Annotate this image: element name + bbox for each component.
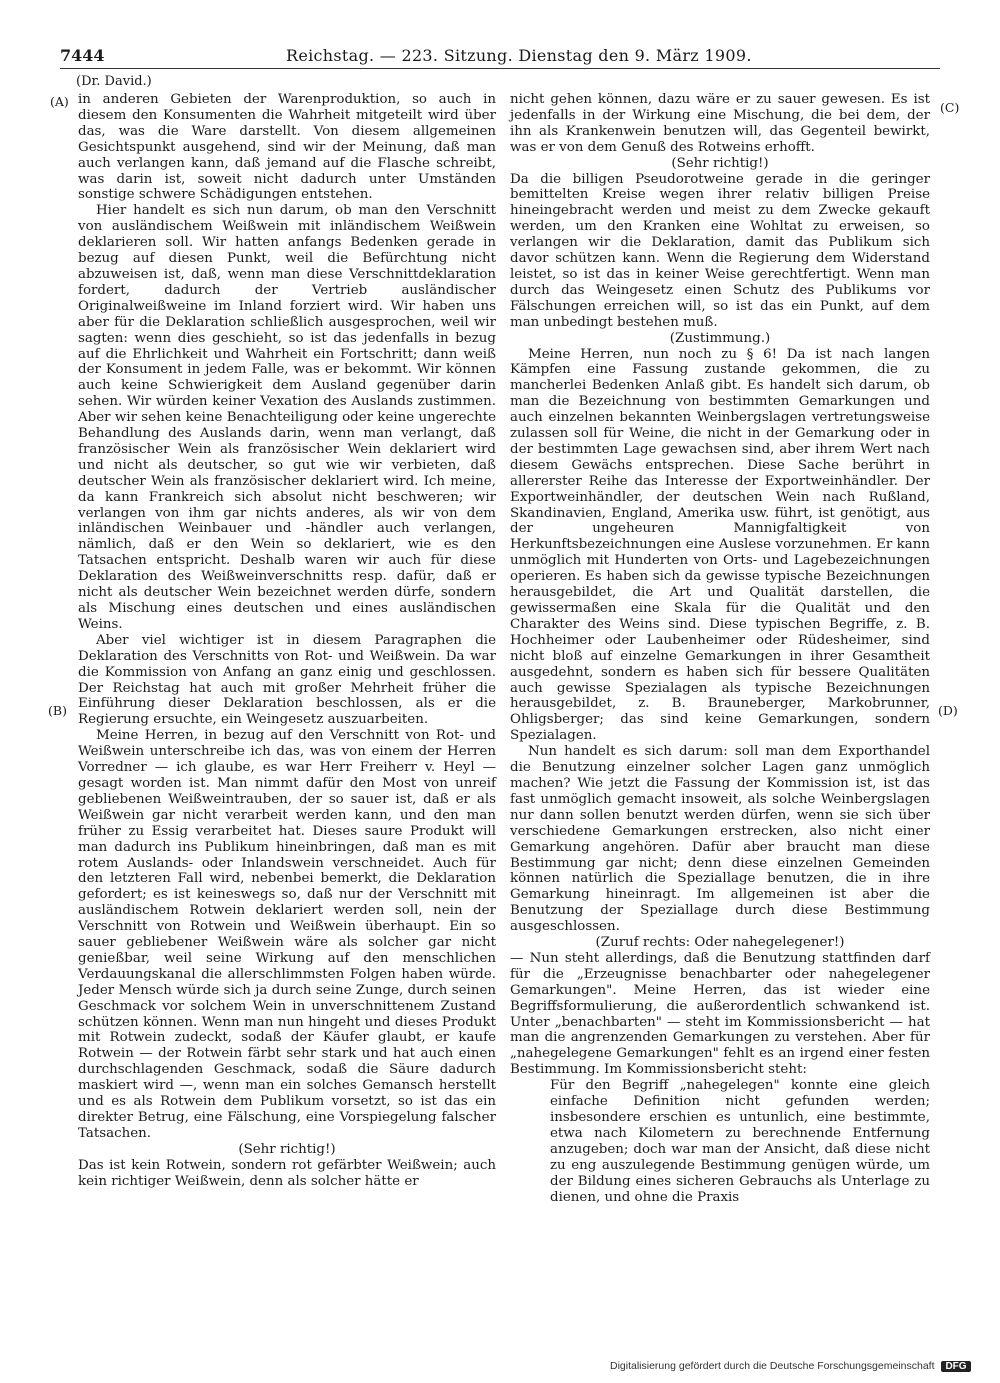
paragraph: Meine Herren, in bezug auf den Verschnitt von Rot- und Weißwein unterschreibe ich das, was von einem der Herren Vorredner — ich glaube, es war Herr Freiherr v. Heyl — gesagt worden ist. Man nimmt dafür den Most von unreif gebliebenen Weißweintrauben, der so sauer ist, daß er als Weißwein gar nicht verarbeit werden kann, und den man früher zu Essig verarbeitet hat. Dieses saure Produkt will man dadurch ins Publikum hineinbringen, daß man es mit rotem Auslands- oder Inlandswein verschneidet. Auch für den letzteren Fall wird, nebenbei bemerkt, die Deklaration gefordert; es ist keineswegs so, daß nur der Verschnitt mit ausländischem Rotwein deklariert werden soll, nein der Verschnitt von Rotwein und Weißwein überhaupt. Ein so sauer gebliebener Weißwein wäre als solcher gar nicht genießbar, weil seine Wirkung auf den menschlichen Verdauungskanal die allerschlimmsten Folgen haben würde. Jeder Mensch würde sich ja durch seine Zunge, durch seinen Geschmack vor solchem Wein in unverschnittenem Zustand schützen können. Wenn man nun hingeht und dieses Produkt mit Rotwein zudeckt, sodaß der Käufer glaubt, er kaufe Rotwein — der Rotwein färbt sehr stark und hat auch einen durchschlagenden Geschmack, sodaß die Säure dadurch maskiert wird —, wenn man ein solches Gemansch herstellt und es als Rotwein dem Publikum vorsetzt, so ist das ein direkter Betrug, eine Fälschung, eine Vorspiegelung falscher Tatsachen. bbox=[78, 728, 496, 1141]
paragraph: in anderen Gebieten der Warenproduktion, so auch in diesem den Konsumenten die Wahrheit mitgeteilt wird über das, was die Ware darstellt. Von diesem allgemeinen Gesichtspunkt ausgehend, sind wir der Meinung, daß man auch verlangen kann, daß jemand auf die Flasche schreibt, was darin ist, soweit nicht dadurch unter Umständen sonstige schwere Schädigungen entstehen. bbox=[78, 92, 496, 203]
page-header bbox=[60, 44, 940, 70]
block-quote: Für den Begriff „nahegelegen" konnte eine gleich einfache Definition nicht gefunden werden; insbesondere erschien es untunlich, eine bestimmte, etwa nach Kilometern zu berechnende Entfernung anzugeben; doch war man der Ansicht, daß diese nicht zu eng auszulegende Bestimmung genügen würde, um der Bildung eines sicheren Gebrauchs als Unterlage zu dienen, und ohne die Praxis bbox=[550, 1078, 930, 1205]
footer-credit bbox=[610, 1360, 971, 1372]
interjection: (Zustimmung.) bbox=[669, 330, 771, 346]
header-rule bbox=[60, 68, 940, 69]
interjection: (Sehr richtig!) bbox=[238, 1141, 336, 1157]
left-column bbox=[78, 92, 496, 1190]
paragraph: nicht gehen können, dazu wäre er zu sauer gewesen. Es ist jedenfalls in der Wirkung eine Mischung, die bei dem, der ihn als Krankenwein benutzen will, das Gegenteil bewirkt, was er von dem Genuß des Rotweins erhofft. bbox=[510, 92, 930, 155]
marker-a: (A) bbox=[50, 94, 69, 109]
interjection: (Sehr richtig!) bbox=[671, 155, 769, 171]
marker-b: (B) bbox=[48, 703, 67, 718]
page-number: 7444 bbox=[60, 46, 105, 65]
dfg-logo: DFG bbox=[941, 1361, 970, 1372]
paragraph: Nun handelt es sich darum: soll man dem Exporthandel die Benutzung einzelner solcher Lagen ganz unmöglich machen? Wie jetzt die Fassung der Kommission ist, ist das fast unmöglich gemacht insoweit, als solche Weinbergslagen nur dann sollen benutzt werden dürfen, wenn sie sich über verschiedene Gemarkungen erstrecken, also nicht einer Gemarkung angehören. Dafür aber braucht man diese Bestimmung gar nicht; denn diese einzelnen Gemeinden können natürlich die Speziallage benutzen, die in ihre Gemarkung hineinragt. Im allgemeinen ist aber die Benutzung der Speziallage durch diese Bestimmung ausgeschlossen. bbox=[510, 744, 930, 935]
paragraph: Hier handelt es sich nun darum, ob man den Verschnitt von ausländischem Weißwein mit inländischem Weißwein deklarieren soll. Wir hatten anfangs Bedenken gerade in bezug auf diesen Punkt, weil die Befürchtung nicht abzuweisen ist, daß, wenn man diese Verschnittdeklaration fordert, dadurch der Vertrieb ausländischer Originalweißweine im Inland forziert wird. Wir haben uns aber für die Deklaration schließlich ausgesprochen, weil wir sagten: wenn dies geschieht, so ist das jedenfalls in bezug auf die Ehrlichkeit und Wahrheit ein Fortschritt; dann weiß der Konsument in jedem Falle, was er bekommt. Wir können auch keine Schwierigkeit dem Ausland gegenüber darin sehen. Wir würden keiner Vexation des Auslands zustimmen. Aber wir sehen keine Benachteiligung oder keine ungerechte Behandlung des Auslands darin, wenn man verlangt, daß französischer Wein als französischer Wein deklariert wird und nicht als deutscher, so gut wie wir verbieten, daß deutscher Wein als französischer deklariert wird. Ich meine, da kann Frankreich sich absolut nicht beschweren; wir verlangen von ihm gar nichts anderes, als wir von dem inländischen Weinbauer und -händler auch verlangen, nämlich, daß er den Wein so deklariert, wie es den Tatsachen entspricht. Deshalb waren wir auch für diese Deklaration des Weißweinverschnitts resp. dafür, daß er nicht als deutscher Wein bezeichnet werden dürfe, sondern als Mischung eines deutschen und eines ausländischen Weins. bbox=[78, 203, 496, 632]
paragraph: Meine Herren, nun noch zu § 6! Da ist nach langen Kämpfen eine Fassung zustande gekommen, die zu mancherlei Bedenken Anlaß gibt. Es handelt sich darum, ob man die Bezeichnung von bestimmten Gemarkungen und auch einzelnen bekannten Weinbergslagen vertretungsweise zulassen soll für Weine, die nicht in der Gemarkung oder in der bestimmten Lage gewachsen sind, aber ihrem Wert nach diesem Gewächs entsprechen. Diese Sache berührt in allererster Reihe das Interesse der Exportweinhändler. Der Exportweinhändler, der deutschen Wein nach Rußland, Skandinavien, England, Amerika usw. führt, ist genötigt, aus der ungeheuren Mannigfaltigkeit von Herkunftsbezeichnungen eine Auslese vorzunehmen. Er kann unmöglich mit Hunderten von Orts- und Lagebezeichnungen operieren. Es haben sich da gewisse typische Bezeichnungen herausgebildet, die Art und Qualität darstellen, die gewissermaßen eine Skala für die Qualität und den Charakter des Weins sind. Diese typischen Begriffe, z. B. Hochheimer oder Laubenheimer oder Rüdesheimer, sind nicht bloß auf einzelne Gemarkungen in ihrer Gesamtheit ausgedehnt, sondern es haben sich für bessere Qualitäten auch gewisse Spezialagen als typische Bezeichnungen herausgebildet, z. B. Brauneberger, Markobrunner, Ohligsberger; das sind keine Gemarkungen, sondern Spezialagen. bbox=[510, 346, 930, 744]
paragraph: Aber viel wichtiger ist in diesem Paragraphen die Deklaration des Verschnitts von Rot- und Weißwein. Da war die Kommission von Anfang an ganz einig und geschlossen. Der Reichstag hat auch mit großer Mehrheit früher die Einführung dieser Deklaration beschlossen, als er die Regierung ersuchte, ein Weingesetz auszuarbeiten. bbox=[78, 632, 496, 728]
paragraph: Da die billigen Pseudorotweine gerade in die geringer bemittelten Kreise wegen ihrer relativ billigen Preise hineingebracht werden und meist zu dem Zwecke gekauft werden, um den Kranken eine Wohltat zu erweisen, so verlangen wir die Deklaration, damit das Publikum sich davor schützen kann. Wenn die Regierung dem Widerstand leistet, so ist das in keiner Weise gerechtfertigt. Wenn man durch das Weingesetz einen Schutz des Publikums vor Fälschungen erreichen will, so ist das ein Punkt, auf dem man unbedingt bestehen muß. bbox=[510, 171, 930, 330]
footer-text: Digitalisierung gefördert durch die Deutsche Forschungsgemeinschaft bbox=[610, 1360, 935, 1372]
paragraph: Das ist kein Rotwein, sondern rot gefärbter Weißwein; auch kein richtiger Weißwein, denn als solcher hätte er bbox=[78, 1157, 496, 1189]
marker-d: (D) bbox=[938, 703, 958, 718]
marker-c: (C) bbox=[940, 100, 960, 115]
page-title: Reichstag. — 223. Sitzung. Dienstag den 9. März 1909. bbox=[286, 46, 752, 65]
right-column bbox=[510, 92, 930, 1205]
speaker-note: (Dr. David.) bbox=[76, 74, 152, 89]
paragraph: — Nun steht allerdings, daß die Benutzung stattfinden darf für die „Erzeugnisse benachbarter oder nahegelegener Gemarkungen". Meine Herren, das ist wieder eine Begriffsformulierung, die außerordentlich schwankend ist. Unter „benachbarten" — steht im Kommissionsbericht — hat man die angrenzenden Gemarkungen zu verstehen. Aber für „nahegelegene Gemarkungen" fehlt es an irgend einer festen Bestimmung. Im Kommissionsbericht steht: bbox=[510, 950, 930, 1078]
interjection: (Zuruf rechts: Oder nahegelegener!) bbox=[595, 935, 845, 951]
